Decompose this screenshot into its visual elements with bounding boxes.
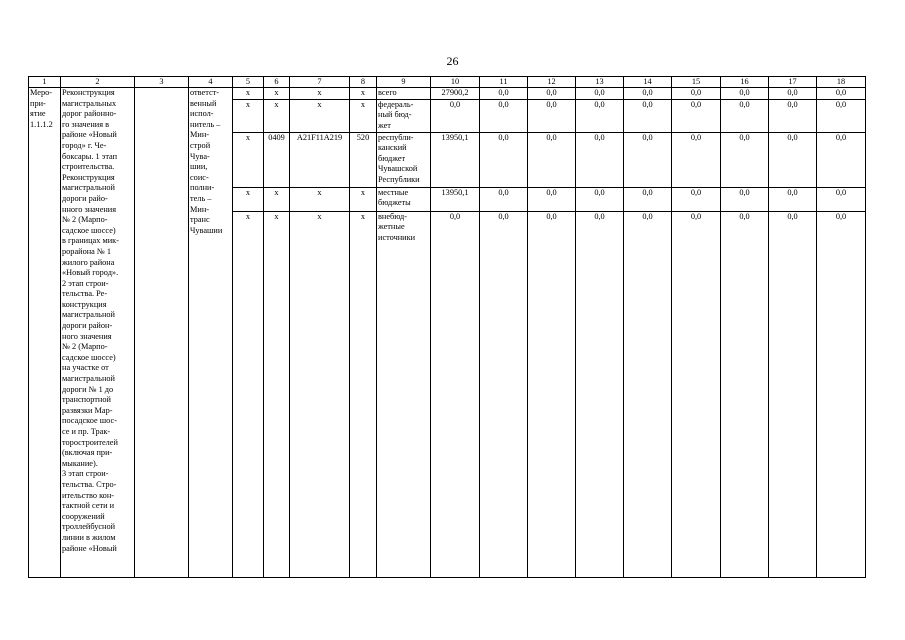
value-cell: 0,0 [528,132,576,187]
value-cell: 0,0 [576,88,624,100]
value-cell: 0,0 [721,88,769,100]
column-header-3: 3 [135,77,189,88]
cell-col6: х [264,211,290,577]
column-header-2: 2 [61,77,135,88]
column-header-8: 8 [350,77,377,88]
funding-source-cell: федераль- ный бюд- жет [377,99,431,132]
value-cell: 0,0 [480,187,528,211]
budget-table [28,76,866,578]
cell-col7: х [290,88,350,100]
cell-col8: х [350,211,377,577]
funding-source-cell: республи- канский бюджет Чувашской Республики [377,132,431,187]
column-header-16: 16 [721,77,769,88]
empty-col3-cell [135,88,189,578]
value-cell: 0,0 [817,88,866,100]
column-header-10: 10 [431,77,480,88]
value-cell: 0,0 [769,99,817,132]
column-header-6: 6 [264,77,290,88]
page-number: 26 [446,54,459,68]
cell-col7: х [290,99,350,132]
funding-source-cell: местные бюджеты [377,187,431,211]
value-cell: 0,0 [769,88,817,100]
value-cell: 0,0 [817,211,866,577]
cell-total: 13950,1 [431,132,480,187]
column-header-18: 18 [817,77,866,88]
funding-source-cell: внебюд- жетные источники [377,211,431,577]
value-cell: 0,0 [528,211,576,577]
column-header-1: 1 [29,77,61,88]
value-cell: 0,0 [576,187,624,211]
column-header-12: 12 [528,77,576,88]
value-cell: 0,0 [672,99,721,132]
column-header-5: 5 [233,77,264,88]
event-description-cell: Реконструкция магистральных дорог районно- го значения в районе «Новый город» г. Че- боксары. 1 этап строительства. Реконструкция магистральной дороги райо- нного значения № 2 (Марпо- садское шоссе) в границах мик- рорайона № 1 жилого района «Новый город». 2 этап строи- тельства. Ре- конструкция магистральной дороги район- ного значения № 2 (Марпо- садское шоссе) на участке от магистральной дороги № 1 до транспортной развязки Мар- посадское шос- се и пр. Трак- торостроителей (включая при- мыкание). 3 этап строи- тельства. Стро- ительство кон- тактной сети и сооружений троллейбусной линии в жилом районе «Новый [61,88,135,578]
table-row [29,88,866,100]
event-number-cell: Меро- при- ятие 1.1.1.2 [29,88,61,578]
value-cell: 0,0 [480,99,528,132]
cell-col5: х [233,99,264,132]
value-cell: 0,0 [624,88,672,100]
cell-col6: 0409 [264,132,290,187]
value-cell: 0,0 [721,211,769,577]
header-row [29,77,866,88]
value-cell: 0,0 [576,99,624,132]
value-cell: 0,0 [624,187,672,211]
cell-total: 0,0 [431,99,480,132]
value-cell: 0,0 [721,99,769,132]
value-cell: 0,0 [672,211,721,577]
value-cell: 0,0 [624,211,672,577]
cell-col6: х [264,88,290,100]
value-cell: 0,0 [721,132,769,187]
value-cell: 0,0 [480,88,528,100]
column-header-13: 13 [576,77,624,88]
value-cell: 0,0 [817,187,866,211]
cell-col7: х [290,187,350,211]
cell-col6: х [264,99,290,132]
value-cell: 0,0 [817,99,866,132]
column-header-11: 11 [480,77,528,88]
cell-col7: A21F11A219 [290,132,350,187]
value-cell: 0,0 [528,88,576,100]
cell-col8: х [350,187,377,211]
cell-total: 13950,1 [431,187,480,211]
cell-col5: х [233,187,264,211]
value-cell: 0,0 [576,211,624,577]
value-cell: 0,0 [672,187,721,211]
column-header-7: 7 [290,77,350,88]
value-cell: 0,0 [817,132,866,187]
value-cell: 0,0 [624,99,672,132]
column-header-9: 9 [377,77,431,88]
value-cell: 0,0 [528,99,576,132]
cell-col7: х [290,211,350,577]
column-header-17: 17 [769,77,817,88]
value-cell: 0,0 [624,132,672,187]
value-cell: 0,0 [672,88,721,100]
cell-col5: х [233,88,264,100]
column-header-15: 15 [672,77,721,88]
value-cell: 0,0 [769,132,817,187]
cell-col8: 520 [350,132,377,187]
value-cell: 0,0 [480,132,528,187]
cell-col5: х [233,211,264,577]
value-cell: 0,0 [672,132,721,187]
cell-col8: х [350,88,377,100]
column-header-4: 4 [189,77,233,88]
executor-cell: ответст- венный испол- нитель – Мин- строй Чува- шии, соис- полни- тель – Мин- транс Чувашии [189,88,233,578]
value-cell: 0,0 [769,187,817,211]
cell-col8: х [350,99,377,132]
value-cell: 0,0 [769,211,817,577]
cell-col6: х [264,187,290,211]
value-cell: 0,0 [480,211,528,577]
funding-source-cell: всего [377,88,431,100]
column-header-14: 14 [624,77,672,88]
value-cell: 0,0 [721,187,769,211]
cell-total: 27900,2 [431,88,480,100]
value-cell: 0,0 [576,132,624,187]
cell-total: 0,0 [431,211,480,577]
value-cell: 0,0 [528,187,576,211]
cell-col5: х [233,132,264,187]
